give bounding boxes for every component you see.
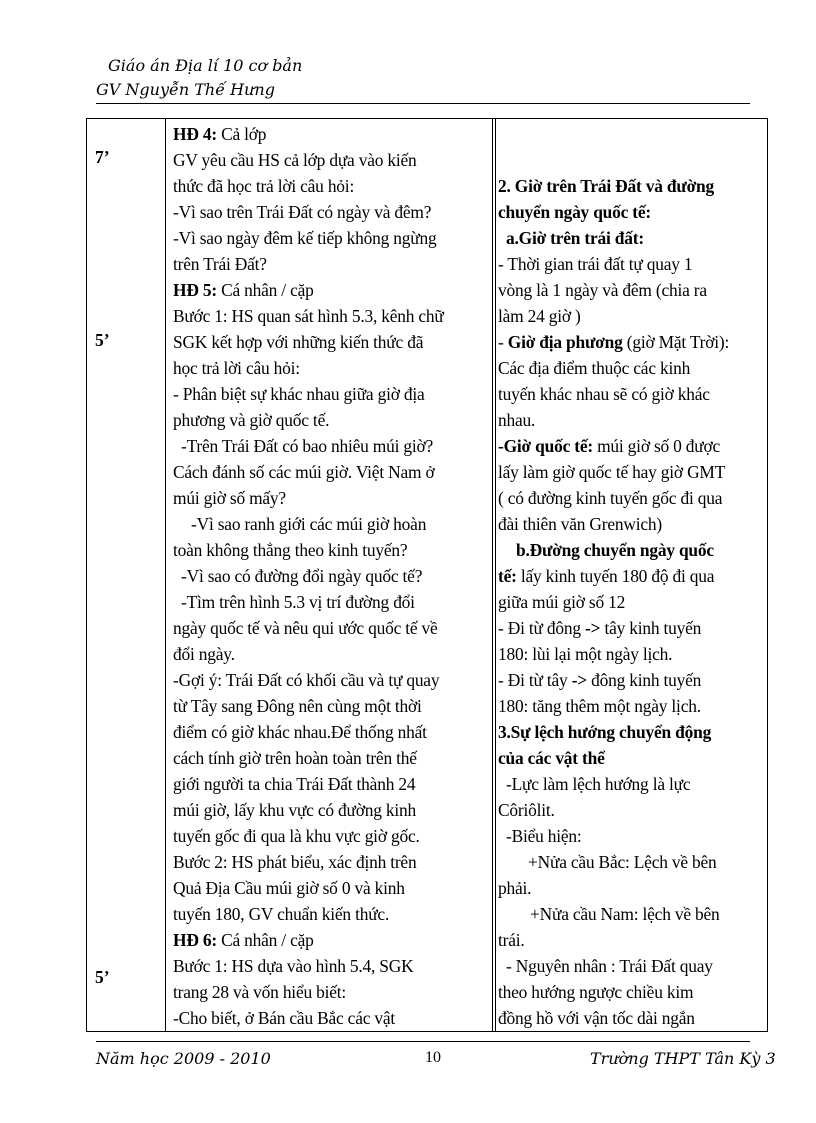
content-line: Côriôlit. <box>498 800 555 820</box>
content-line: nhau. <box>498 410 536 430</box>
activity-line: giới người ta chia Trái Đất thành 24 <box>173 774 416 794</box>
content-line: 2. Giờ trên Trái Đất và đường <box>498 176 714 196</box>
activity-line: -Gợi ý: Trái Đất có khối cầu và tự quay <box>173 670 440 690</box>
activity-line: Cách đánh số các múi giờ. Việt Nam ở <box>173 462 435 482</box>
activity-line: cách tính giờ trên hoàn toàn trên thế <box>173 748 417 768</box>
activity-line: trên Trái Đất? <box>173 254 267 274</box>
activity-line: HĐ 6: Cá nhân / cặp <box>173 930 314 950</box>
footer-rule <box>96 1041 750 1042</box>
activity-line: -Cho biết, ở Bán cầu Bắc các vật <box>173 1008 396 1028</box>
content-line: 180: lùi lại một ngày lịch. <box>498 644 673 664</box>
time-cell: 7’ <box>95 147 110 167</box>
activity-line: từ Tây sang Đông nên cùng một thời <box>173 696 422 716</box>
content-line: -Biểu hiện: <box>506 826 582 846</box>
column-divider-content-double <box>495 119 496 1031</box>
activity-line: thức đã học trả lời câu hỏi: <box>173 176 355 196</box>
activity-line: đổi ngày. <box>173 644 235 664</box>
activity-line: -Vì sao ngày đêm kế tiếp không ngừng <box>173 228 437 248</box>
content-line: -Giờ quốc tế: múi giờ số 0 được <box>498 436 721 456</box>
content-line: giữa múi giờ số 12 <box>498 592 626 612</box>
content-line: - Thời gian trái đất tự quay 1 <box>498 254 693 274</box>
content-line: đồng hồ với vận tốc dài ngắn <box>498 1008 695 1028</box>
lesson-table <box>86 118 768 1032</box>
activity-line: phương và giờ quốc tế. <box>173 410 330 430</box>
activity-line: toàn không thẳng theo kinh tuyến? <box>173 540 408 560</box>
activity-line: tuyến 180, GV chuẩn kiến thức. <box>173 904 390 924</box>
activity-line: HĐ 5: Cá nhân / cặp <box>173 280 314 300</box>
activity-line: -Vì sao có đường đổi ngày quốc tế? <box>181 566 423 586</box>
content-line: b.Đường chuyển ngày quốc <box>516 540 714 560</box>
activity-line: HĐ 4: Cả lớp <box>173 124 267 144</box>
content-line: +Nửa cầu Bắc: Lệch về bên <box>528 852 717 872</box>
content-line: chuyển ngày quốc tế: <box>498 202 652 222</box>
content-line: theo hướng ngược chiều kim <box>498 982 694 1002</box>
content-line: 3.Sự lệch hướng chuyển động <box>498 722 712 742</box>
content-line: vòng là 1 ngày và đêm (chia ra <box>498 280 707 300</box>
activities-column <box>173 121 489 1031</box>
activity-line: Bước 2: HS phát biểu, xác định trên <box>173 852 417 872</box>
content-line: - Đi từ tây -> đông kinh tuyến <box>498 670 702 690</box>
activity-line: ngày quốc tế và nêu qui ước quốc tế về <box>173 618 438 638</box>
column-divider-time <box>165 119 166 1031</box>
time-cell: 5’ <box>95 330 110 350</box>
content-line: ( có đường kinh tuyến gốc đi qua <box>498 488 723 508</box>
column-divider-content <box>492 119 493 1031</box>
activity-line: điểm có giờ khác nhau.Để thống nhất <box>173 722 427 742</box>
footer-school-year: Năm học 2009 - 2010 <box>96 1049 271 1068</box>
activity-line: -Vì sao trên Trái Đất có ngày và đêm? <box>173 202 432 222</box>
content-line: tuyến khác nhau sẽ có giờ khác <box>498 384 710 404</box>
activity-line: -Trên Trái Đất có bao nhiêu múi giờ? <box>181 436 434 456</box>
activity-line: -Tìm trên hình 5.3 vị trí đường đổi <box>181 592 415 612</box>
activity-line: GV yêu cầu HS cả lớp dựa vào kiến <box>173 150 417 170</box>
footer-school-name: Trường THPT Tân Kỳ 3 <box>590 1049 776 1068</box>
page-number: 10 <box>425 1049 441 1066</box>
content-line: - Nguyên nhân : Trái Đất quay <box>506 956 713 976</box>
activity-line: múi giờ, lấy khu vực có đường kinh <box>173 800 416 820</box>
content-line: trái. <box>498 930 525 950</box>
time-cell: 5’ <box>95 967 110 987</box>
content-line: làm 24 giờ ) <box>498 306 581 326</box>
content-line: a.Giờ trên trái đất: <box>506 228 644 248</box>
content-line: -Lực làm lệch hướng là lực <box>506 774 691 794</box>
activity-line: Quả Địa Cầu múi giờ số 0 và kinh <box>173 878 405 898</box>
activity-line: Bước 1: HS dựa vào hình 5.4, SGK <box>173 956 414 976</box>
header-teacher: GV Nguyễn Thế Hưng <box>96 80 275 99</box>
activity-line: - Phân biệt sự khác nhau giữa giờ địa <box>173 384 425 404</box>
activity-line: tuyến gốc đi qua là khu vực giờ gốc. <box>173 826 420 846</box>
content-line: tế: lấy kinh tuyến 180 độ đi qua <box>498 566 715 586</box>
activity-line: múi giờ số mấy? <box>173 488 286 508</box>
activity-line: -Vì sao ranh giới các múi giờ hoàn <box>191 514 427 534</box>
activity-line: SGK kết hợp với những kiến thức đã <box>173 332 424 352</box>
content-line: phải. <box>498 878 532 898</box>
content-line: đài thiên văn Grenwich) <box>498 514 662 534</box>
content-line: +Nửa cầu Nam: lệch về bên <box>530 904 720 924</box>
header-rule <box>96 103 750 104</box>
content-line: của các vật thể <box>498 748 605 768</box>
content-line: Các địa điểm thuộc các kinh <box>498 358 691 378</box>
content-line: lấy làm giờ quốc tế hay giờ GMT <box>498 462 726 482</box>
activity-line: Bước 1: HS quan sát hình 5.3, kênh chữ <box>173 306 444 326</box>
activity-line: học trả lời câu hỏi: <box>173 358 300 378</box>
content-column <box>498 173 764 1031</box>
content-line: - Giờ địa phương (giờ Mặt Trời): <box>498 332 730 352</box>
content-line: 180: tăng thêm một ngày lịch. <box>498 696 701 716</box>
content-line: - Đi từ đông -> tây kinh tuyến <box>498 618 702 638</box>
header-subject: Giáo án Địa lí 10 cơ bản <box>108 56 303 75</box>
activity-line: trang 28 và vốn hiểu biết: <box>173 982 347 1002</box>
